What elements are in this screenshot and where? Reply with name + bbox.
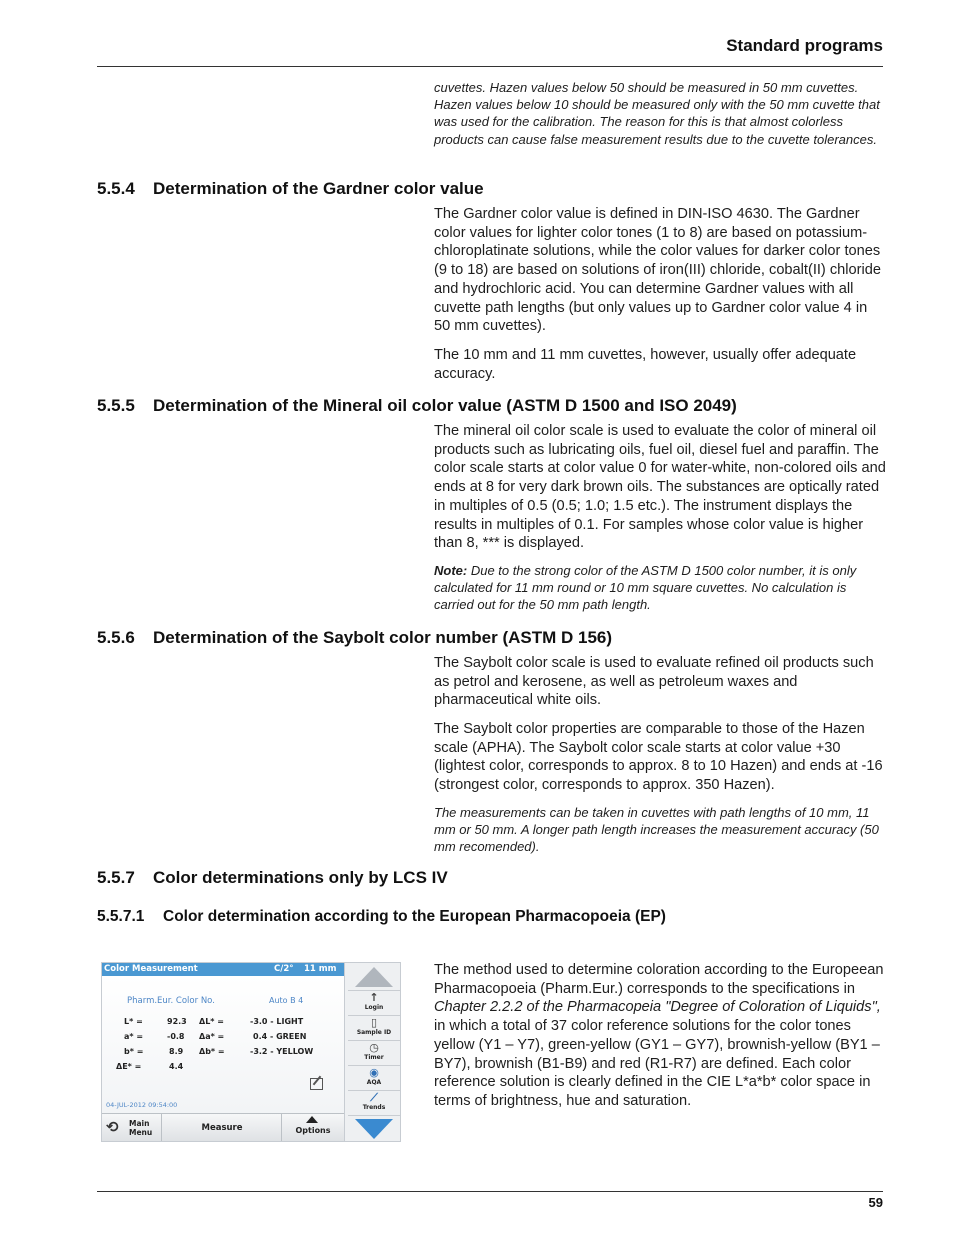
- undo-arrow-icon: ⟲: [106, 1118, 119, 1136]
- screen-result-panel: [102, 976, 344, 1113]
- paragraph: [434, 961, 886, 1111]
- screen-datetime: 04-JUL-2012 09:54:00: [106, 1101, 178, 1109]
- screen-title-bar: [102, 963, 344, 976]
- paragraph: The mineral oil color scale is used to evaluate the color of mineral oil products such as lubricating oils, fuel oil, diesel fuel and paraffin. The color scale starts at color value 0 for water-white, non-colored oils and ends at 8 for very dark brown oils. The substances are optically rated in multiples of 0.5 (0.5; 1.0; 1.5 etc.). The instrument displays the results in multiples of 0.1. For samples whose color value is higher than 8, *** is displayed.: [434, 423, 886, 552]
- aqa-label: AQA: [366, 1079, 382, 1086]
- trends-button[interactable]: [345, 1092, 401, 1111]
- trends-label: Trends: [362, 1104, 386, 1111]
- aqa-icon: ◉: [369, 1066, 379, 1079]
- running-header: Standard programs: [726, 36, 883, 55]
- scroll-down-icon[interactable]: [355, 1119, 393, 1139]
- row-delta-label: Δb* =: [199, 1047, 225, 1056]
- heading-number: 5.5.4: [97, 179, 135, 198]
- chapter-reference: Chapter 2.2.2 of the Pharmacopeia "Degree of Coloration of Liquids",: [434, 999, 881, 1016]
- heading-number: 5.5.7.1: [97, 908, 145, 925]
- sample-id-label: Sample ID: [356, 1029, 392, 1036]
- screen-mode: C/2°: [274, 964, 294, 974]
- login-label: Login: [364, 1004, 384, 1011]
- heading-5-5-7: [97, 868, 448, 888]
- paragraph: The Gardner color value is defined in DIN-ISO 4630. The Gardner color values for lighter color tones (1 to 8) are based on potassium-chloroplatinate solutions, while the color values for darker color tones (9 to 18) are based on solutions of iron(III) chloride, cobalt(II) chloride and hydrochloric acid. You can determine Gardner values with all cuvette path lengths (but only values up to Gardner color value 4 in 50 mm cuvettes).: [434, 206, 881, 335]
- paragraph-text: The method used to determine coloration according to the Europeean Pharmacopoeia (Pharm.Eur.) corresponds to the specifications in: [434, 962, 884, 997]
- edit-icon[interactable]: [310, 1078, 323, 1090]
- row-delta-label: ΔL* =: [199, 1017, 224, 1026]
- heading-number: 5.5.5: [97, 396, 135, 415]
- intro-note: cuvettes. Hazen values below 50 should be measured in 50 mm cuvettes. Hazen values below 10 should be measured only with the 50 mm cuvette that was used for the calibration. The reason for this is that almost colorless products can cause false measurement results due to the cuvette tolerances.: [434, 80, 880, 147]
- sample-id-button[interactable]: [345, 1017, 401, 1036]
- trends-chart-icon: ⟋: [370, 1091, 378, 1104]
- paragraph: The Saybolt color properties are comparable to those of the Hazen scale (APHA). The Saybolt color scale starts at color value +30 (lightest color, corresponds to approx. 8 to 10 Hazen) and ends at -16 (strongest color, corresponds to approx. 350 Hazen).: [434, 721, 883, 794]
- row-value: 8.9: [169, 1047, 184, 1056]
- row-delta-value: -3.2 - YELLOW: [250, 1047, 314, 1056]
- heading-5-5-5: [97, 396, 737, 416]
- heading-number: 5.5.6: [97, 628, 135, 647]
- options-label: Options: [295, 1126, 331, 1135]
- login-button[interactable]: [345, 992, 401, 1011]
- heading-5-5-6: [97, 628, 612, 648]
- heading-5-5-7-1: [97, 908, 666, 926]
- screen-result-value: Auto B 4: [269, 996, 304, 1005]
- heading-title: Determination of the Saybolt color number (ASTM D 156): [153, 628, 613, 647]
- heading-title: Determination of the Mineral oil color value (ASTM D 1500 and ISO 2049): [153, 396, 737, 415]
- measure-label: Measure: [201, 1123, 243, 1133]
- note-text: Due to the strong color of the ASTM D 1500 color number, it is only calculated for 11 mm round or 10 mm square cuvettes. No calculation is carried out for the 50 mm path length.: [434, 563, 857, 613]
- screen-title: Color Measurement: [104, 964, 198, 974]
- scroll-up-icon[interactable]: [355, 967, 393, 987]
- screen-bottom-bar: [102, 1113, 344, 1142]
- main-menu-button[interactable]: [102, 1114, 162, 1142]
- heading-5-5-4: [97, 179, 484, 199]
- main-menu-label: Main Menu: [129, 1119, 153, 1137]
- timer-icon: ◷: [369, 1041, 379, 1054]
- screen-side-toolbar: [344, 963, 401, 1142]
- row-label: b* =: [124, 1047, 144, 1056]
- note-label: Note:: [434, 563, 468, 578]
- arrow-up-icon: ↑: [369, 991, 379, 1004]
- note: The measurements can be taken in cuvettes with path lengths of 10 mm, 11 mm or 50 mm. A longer path length increases the measurement accuracy (50 mm recomended).: [434, 805, 879, 855]
- paragraph: The Saybolt color scale is used to evaluate refined oil products such as petrol and kerosene, as well as petroleum waxes and pharmaceutical white oils.: [434, 655, 874, 709]
- header-rule: [97, 66, 883, 67]
- row-delta-value: -3.0 - LIGHT: [250, 1017, 304, 1026]
- options-button[interactable]: [282, 1114, 344, 1142]
- screen-cuvette: 11 mm: [304, 964, 337, 974]
- row-label: ΔE* =: [116, 1062, 142, 1071]
- instrument-screenshot: [101, 962, 401, 1142]
- page-number: 59: [868, 1195, 883, 1210]
- paragraph-text: in which a total of 37 color reference solutions for the color tones yellow (Y1 – Y7), green-yellow (GY1 – GY7), brownish-yellow (BY1 – BY7), brownish (B1-B9) and red (R1-R7) are defined. Each color reference solution is clearly defined in the CIE L*a*b* color space in terms of brightness, hue and saturation.: [434, 1018, 880, 1109]
- note: [434, 562, 886, 614]
- paragraph: The 10 mm and 11 mm cuvettes, however, usually offer adequate accuracy.: [434, 347, 857, 382]
- row-label: L* =: [124, 1017, 143, 1026]
- row-value: 4.4: [169, 1062, 184, 1071]
- measure-button[interactable]: [162, 1114, 282, 1142]
- divider: [348, 1115, 400, 1116]
- heading-title: Color determination according to the European Pharmacopoeia (EP): [163, 908, 666, 925]
- heading-title: Determination of the Gardner color value: [153, 179, 484, 198]
- timer-label: Timer: [364, 1054, 384, 1061]
- row-label: a* =: [124, 1032, 144, 1041]
- row-delta-label: Δa* =: [199, 1032, 225, 1041]
- screen-program-name: Pharm.Eur. Color No.: [127, 996, 215, 1006]
- aqa-button[interactable]: [345, 1067, 401, 1086]
- timer-button[interactable]: [345, 1042, 401, 1061]
- row-value: -0.8: [167, 1032, 185, 1041]
- heading-number: 5.5.7: [97, 868, 135, 887]
- triangle-up-icon: [306, 1116, 318, 1123]
- row-delta-value: 0.4 - GREEN: [253, 1032, 307, 1041]
- footer-rule: [97, 1191, 883, 1192]
- row-value: 92.3: [167, 1017, 187, 1026]
- sample-bottle-icon: ▯: [370, 1016, 378, 1029]
- heading-title: Color determinations only by LCS IV: [153, 868, 448, 887]
